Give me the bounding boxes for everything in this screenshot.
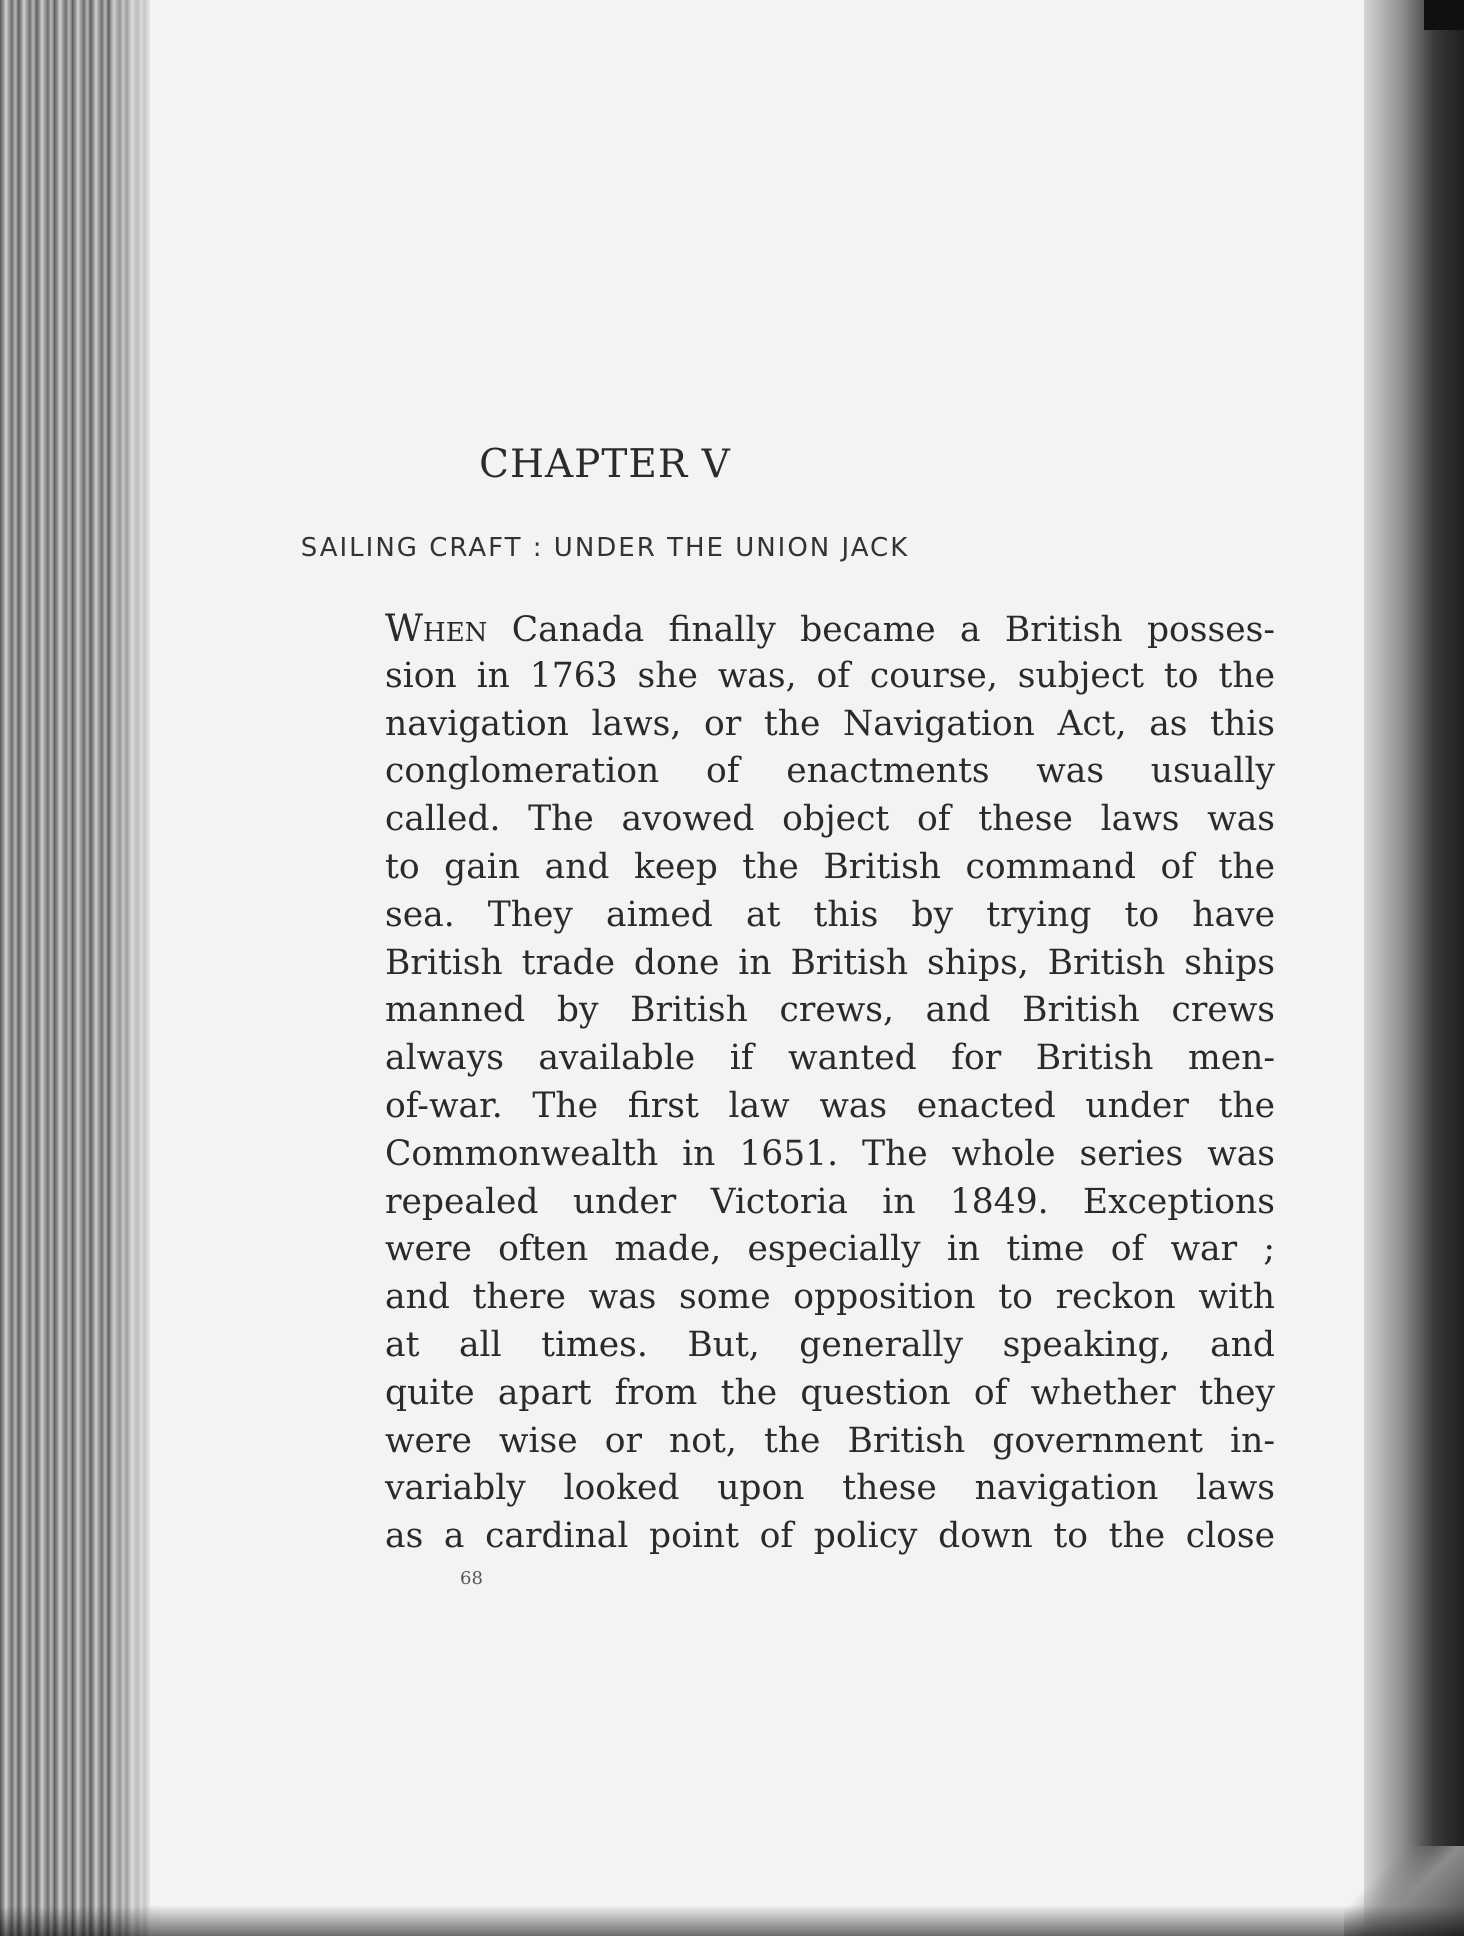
binding-shadow	[1424, 0, 1464, 30]
text-line: at all times. But, generally speaking, and	[385, 1324, 1275, 1365]
text-line: were often made, especially in time of war ;	[385, 1229, 1275, 1270]
text-line: to gain and keep the British command of the	[385, 846, 1275, 887]
text-line: sion in 1763 she was, of course, subject to the	[385, 655, 1275, 696]
text-line	[385, 605, 1275, 653]
text-line-rest: Canada finally became a British posses-	[487, 610, 1275, 650]
text-line: manned by British crews, and British crews	[385, 990, 1275, 1031]
text-line: variably looked upon these navigation laws	[385, 1468, 1275, 1509]
text-line: always available if wanted for British men-	[385, 1038, 1275, 1079]
drop-word: When	[385, 607, 488, 650]
page-number: 68	[460, 1568, 483, 1589]
text-line: navigation laws, or the Navigation Act, as this	[385, 703, 1275, 744]
text-line: were wise or not, the British government in-	[385, 1420, 1275, 1461]
chapter-subtitle: SAILING CRAFT : UNDER THE UNION JACK	[300, 533, 910, 563]
book-binding-gutter	[1364, 0, 1464, 1936]
text-line: quite apart from the question of whether they	[385, 1372, 1275, 1413]
text-line: repealed under Victoria in 1849. Exceptions	[385, 1181, 1275, 1222]
text-line: sea. They aimed at this by trying to have	[385, 894, 1275, 935]
text-line: conglomeration of enactments was usually	[385, 751, 1275, 792]
text-line: Commonwealth in 1651. The whole series was	[385, 1133, 1275, 1174]
text-line: of-war. The first law was enacted under the	[385, 1085, 1275, 1126]
text-line: and there was some opposition to reckon with	[385, 1277, 1275, 1318]
chapter-title: CHAPTER V	[479, 442, 731, 487]
text-line: called. The avowed object of these laws was	[385, 799, 1275, 840]
text-line: as a cardinal point of policy down to the close	[385, 1516, 1275, 1557]
bottom-shadow	[0, 1906, 1464, 1936]
body-text	[385, 605, 1275, 1561]
text-line: British trade done in British ships, British ships	[385, 942, 1275, 983]
